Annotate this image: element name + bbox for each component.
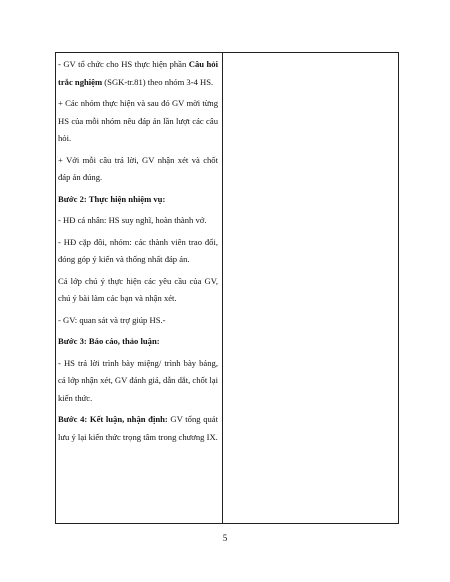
teacher-feedback: + Với mỗi câu trả lời, GV nhận xét và chốt đáp án đúng. [58,154,218,182]
class-attention: Cả lớp chú ý thực hiện các yêu cầu của GV, chú ý bài làm các bạn và nhận xét. [58,275,218,303]
step-4-conclusion: Bước 4: Kết luận, nhận định: GV tổng quát lưu ý lại kiến thức trọng tâm trong chương IX. [58,414,218,442]
task-assignment: - GV tổ chức cho HS thực hiện phần Câu hỏi trắc nghiệm (SGK-tr.81) theo nhóm 3-4 HS. [58,59,218,87]
column-divider [222,52,223,524]
page-number: 5 [222,533,228,543]
student-report: - HS trả lời trình bày miệng/ trình bày bảng, cả lớp nhận xét, GV đánh giá, dẫn dắt, chốt lại kiến thức. [58,357,218,403]
step-4-heading: Bước 4: Kết luận, nhận định: [58,414,168,424]
activity-cell [58,56,218,446]
teacher-support: - GV: quan sát và trợ giúp HS.- [58,314,166,325]
group-instruction: + Các nhóm thực hiện và sau đó GV mời từng HS của mỗi nhóm nêu đáp án lần lượt các câu hỏi. [58,98,218,143]
quiz-title: Câu hỏi trắc nghiệm [58,59,218,87]
step-2-heading: Bước 2: Thực hiện nhiệm vụ: [58,193,166,204]
pair-group-activity: - HĐ cặp đôi, nhóm: các thành viên trao đổi, đóng góp ý kiến và thống nhất đáp án. [58,236,218,264]
individual-activity: - HĐ cá nhân: HS suy nghĩ, hoàn thành vở. [58,215,207,225]
step-3-heading: Bước 3: Báo cáo, thảo luận: [58,336,160,346]
